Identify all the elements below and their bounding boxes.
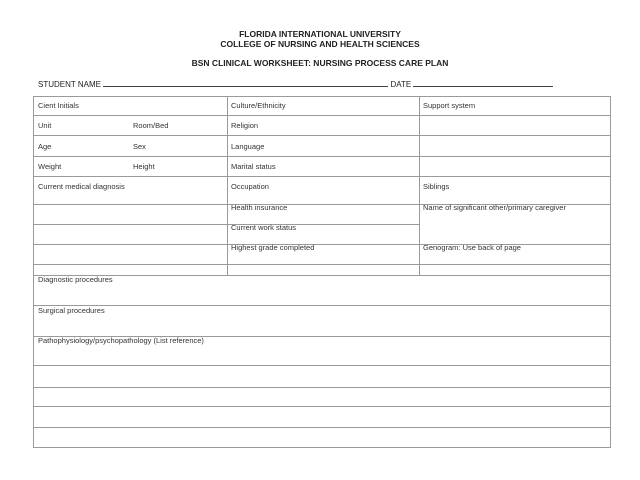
current-work-status-label: Current work status [231,223,297,232]
row-divider [34,427,610,428]
student-name-label: STUDENT NAME [38,80,101,89]
college-title: COLLEGE OF NURSING AND HEALTH SCIENCES [220,39,420,49]
religion-label: Religion [231,121,259,130]
date-label: DATE [390,80,412,89]
date-field[interactable] [413,79,553,87]
current-medical-diagnosis-label: Current medical diagnosis [38,182,125,191]
health-insurance-label: Health insurance [231,203,288,212]
row-divider [34,176,610,177]
row-divider [34,387,610,388]
student-info-line [38,79,553,89]
occupation-label: Occupation [231,182,269,191]
siblings-label: Siblings [423,182,450,191]
row-divider [34,156,610,157]
client-initials-label: Cient Initials [38,101,79,110]
row-divider [34,406,610,407]
support-system-label: Support system [423,101,476,110]
row-divider [34,305,610,306]
row-divider [34,115,610,116]
language-label: Language [231,142,265,151]
university-title: FLORIDA INTERNATIONAL UNIVERSITY [239,29,401,39]
row-divider [34,365,610,366]
column-divider [227,97,228,275]
unit-label: Unit [38,121,52,130]
height-label: Height [133,162,155,171]
sex-label: Sex [133,142,146,151]
genogram-label: Genogram: Use back of page [423,243,521,252]
worksheet-title: BSN CLINICAL WORKSHEET: NURSING PROCESS CARE PLAN [191,58,449,68]
column-divider [419,97,420,275]
row-divider [34,135,610,136]
marital-status-label: Marital status [231,162,276,171]
diagnostic-procedures-label: Diagnostic procedures [38,275,113,284]
care-plan-form [33,96,611,448]
student-name-field[interactable] [103,79,388,87]
row-divider [34,264,610,265]
weight-label: Weight [38,162,62,171]
culture-ethnicity-label: Culture/Ethnicity [231,101,286,110]
highest-grade-label: Highest grade completed [231,243,315,252]
room-bed-label: Room/Bed [133,121,169,130]
row-divider [34,275,610,276]
row-divider [34,244,610,245]
surgical-procedures-label: Surgical procedures [38,306,105,315]
significant-other-label: Name of significant other/primary caregiver [423,203,566,212]
age-label: Age [38,142,52,151]
pathophysiology-label: Pathophysiology/psychopathology (List reference) [38,336,204,345]
